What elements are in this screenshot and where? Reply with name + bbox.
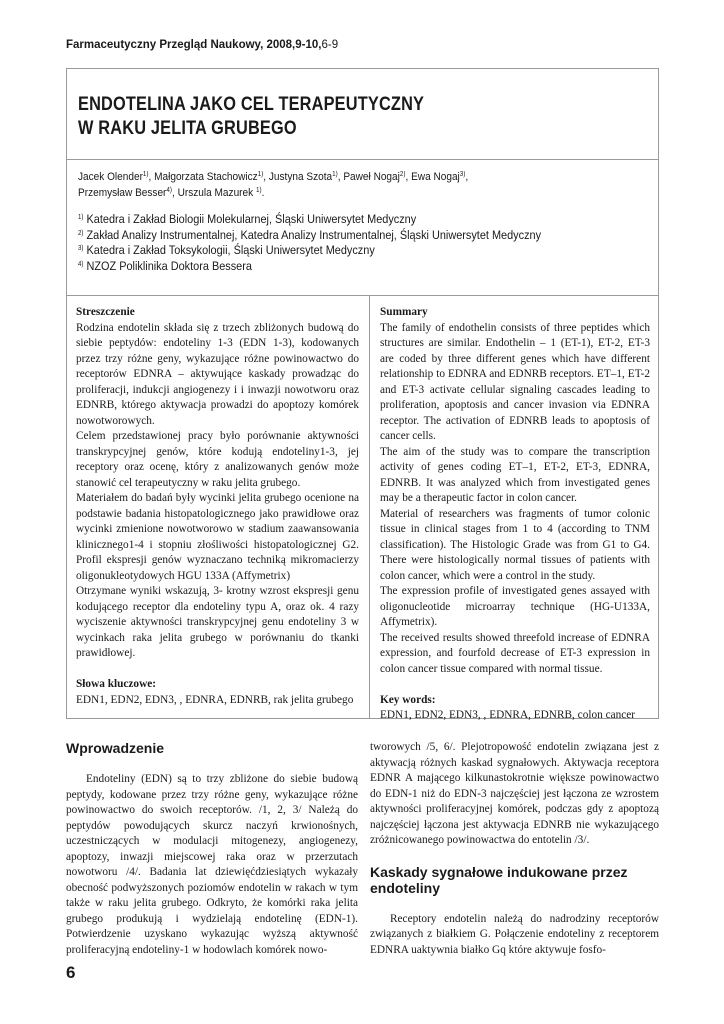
abstract-paragraph: The family of endothelin consists of three peptides which structures are similar. Endothelin – 1 (ET-1), ET-2, ET-3 are coded by three different genes which have different relationship to EDNRA and EDNRB receptors. ET–1, ET-2 and ET-3 activate cellular signaling cascades leading to proliferation, apoptosis and cancer invasion via EDNRA receptor. The activation of EDNRB leads to apoptosis of cancer cells.: [380, 321, 650, 442]
abstract-paragraph: Rodzina endotelin składa się z trzech zbliżonych budową do siebie peptydów: endoteliny 1-3 (EDN 1-3), kodowanych przez trzy różne geny, wykazujące różne powinowactwo do receptorów EDNRA – aktywujące kaskady prowadząc do proliferacji, indukcji angiogenezy i i inwazji nowotworu oraz EDNRB, którego aktywacja prowadzi do apoptozy komórek nowotworowych.: [76, 321, 359, 427]
body-paragraph: Endoteliny (EDN) są to trzy zbliżone do siebie budową peptydy, kodowane przez trzy różne geny, wykazujące różne powinowactwo do swoich receptorów. /1, 2, 3/ Należą do peptydów powodujących skurcz naczyń krwionośnych, uczestniczących w modulacji mitogenezy, angiogenezy, apoptozy, inwazji miejscowej raka oraz w przerzutach nowotworu /4/. Badania lat dziewięćdziesiątych wykazały obecność podwyższonych poziomów endotelin w rakach w tym także w raku jelita grubego. Odkryto, że komórki raka jelita grubego produkują i wydzielają endotelinę (EDN-1). Potwierdzenie uzyskano wykazując wyższą aktywność proliferacyjną endoteliny-1 w hodowlach komórek nowo-: [66, 773, 358, 956]
journal-citation: Farmaceutyczny Przegląd Naukowy, 2008,9-10,: [66, 39, 322, 51]
affiliation: $^{3)}$ Katedra i Zakład Toksykologii, Śląski Uniwersytet Medyczny: [78, 243, 375, 257]
article-front-matter-box: [66, 68, 659, 719]
abstract-column-divider: [369, 295, 370, 718]
body-column-right: [370, 740, 659, 958]
abstract-paragraph: Celem przedstawionej pracy było porównanie aktywności transkrypcyjnej genów, które kodują endoteliny1-3, jej receptory oraz ocenę, który z analizowanych genów może stanowić cel terapeutyczny w raku jelita grubego.: [76, 430, 359, 489]
author: Paweł Nogaj$^{2)}$,: [343, 171, 412, 183]
abstract-paragraph: Otrzymane wyniki wskazują, 3- krotny wzrost ekspresji genu kodującego receptor dla endoteliny typu A, oraz ok. 4 razy wyciszenie aktywności transkrypcyjnej genu endoteliny 3 w wycinkach raka jelita grubego w porównaniu do tkanki prawidłowej.: [76, 585, 359, 659]
author-list: [78, 170, 468, 201]
page-number: 6: [66, 963, 76, 982]
author: Przemysław Besser$^{4)}$,: [78, 186, 178, 199]
abstract-divider: [67, 295, 658, 296]
affiliation: $^{4)}$ NZOZ Poliklinika Doktora Bessera: [78, 258, 252, 273]
keywords-heading: Key words:: [380, 693, 436, 706]
author: Małgorzata Stachowicz$^{1)}$,: [154, 171, 269, 183]
abstract-paragraph: Material of researchers was fragments of tumor colonic tissue in clinical stages from 1 to 4 (according to TNM classification). The Histologic Grade was from G1 to G4. There were histologically normal tissues of patients with colon cancer, which were a control in the study.: [380, 507, 650, 582]
abstract-paragraph: The received results showed threefold increase of EDNRA expression, and fourfold decrease of ET-3 expression in colon cancer tissue compared with normal tissue.: [380, 631, 650, 675]
abstract-heading: Streszczenie: [76, 306, 135, 318]
abstract-paragraph: The expression profile of investigated genes assayed with oligonucleotide microarray technique (HG-U133A, Affymetrix).: [380, 585, 650, 628]
title-line-2: W RAKU JELITA GRUBEGO: [78, 118, 297, 139]
title-block: [67, 69, 658, 160]
affiliation: $^{1)}$ Katedra i Zakład Biologii Molekularnej, Śląski Uniwersytet Medyczny: [78, 212, 417, 226]
affiliation: $^{2)}$ Zakład Analizy Instrumentalnej, Katedra Analizy Instrumentalnej, Śląski Uniwersytet Medyczny: [78, 227, 542, 242]
abstract-heading: Summary: [380, 306, 428, 318]
body-paragraph: Receptory endotelin należą do nadrodziny receptorów związanych z białkiem G. Połączenie endoteliny z receptorem EDNRA uaktywnia białko Gq które aktywuje fosfo-: [370, 912, 659, 956]
author: Justyna Szota$^{1)}$,: [268, 171, 344, 183]
author: Jacek Olender$^{1)}$,: [78, 171, 155, 183]
article-title: [78, 93, 424, 141]
body-paragraph: tworowych /5, 6/. Plejotropowość endotelin związana jest z aktywacją różnych kaskad sygnałowych. Aktywacja receptora EDNR A mającego kilkunastokrotnie większe powinowactwo do EDN-1 niż do EDN-3 najczęściej jest łączona ze wzrostem aktywności proliferacyjnej komórek, podczas gdy z apoptozą najczęściej łączona jest aktywacja EDNRB nie wykazującego zróżnicowanego powinowactwa do entotelin /3/.: [370, 741, 659, 846]
journal-header: [66, 39, 338, 51]
section-heading-signaling: Kaskady sygnałowe indukowane przez endoteliny: [370, 863, 628, 896]
abstract-paragraph: The aim of the study was to compare the transcription activity of genes coding ET–1, ET-2, ET-3, EDNRA, EDNRB. It was analyzed which from investigated genes may be a therapeutic factor in colon cancer.: [380, 445, 650, 504]
body-column-left: [66, 740, 358, 958]
keywords-heading: Słowa kluczowe:: [76, 678, 157, 690]
abstract-paragraph: Materiałem do badań były wycinki jelita grubego ocenione na podstawie badania histopatologicznego jako prawidłowe oraz wycinki zmienione nowotworowo w stadium zaawansowania klinicznego1-4 i stopniu złośliwości histopatologicznej G2. Profil ekspresji genów wyznaczano techniką mikromacierzy oligonukleotydowych HGU 133A (Affymetrix): [76, 492, 359, 582]
keywords: EDN1, EDN2, EDN3, , EDNRA, EDNRB, rak jelita grubego: [76, 693, 354, 706]
keywords: EDN1, EDN2, EDN3, , EDNRA, EDNRB, colon cancer: [380, 709, 636, 721]
journal-pages: 6-9: [321, 39, 339, 51]
section-heading-introduction: Wprowadzenie: [66, 740, 165, 756]
title-line-1: ENDOTELINA JAKO CEL TERAPEUTYCZNY: [78, 94, 425, 115]
affiliation-list: [78, 212, 541, 274]
abstract-polish: [76, 305, 359, 708]
author: Ewa Nogaj$^{3)}$,: [411, 171, 469, 183]
author: Urszula Mazurek $^{1)}$.: [177, 186, 265, 199]
abstract-english: [380, 305, 650, 724]
